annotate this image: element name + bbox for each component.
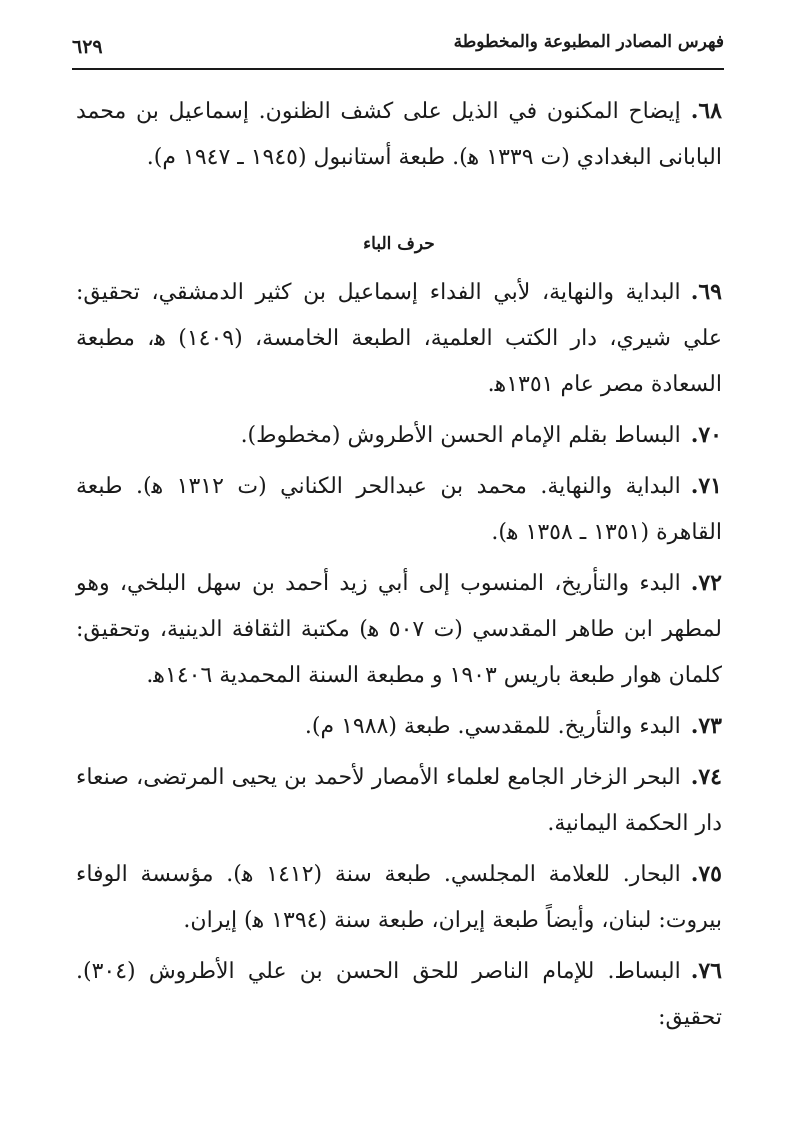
entry-text: البدء والتأريخ، المنسوب إلى أبي زيد أحمد بن سهل البلخي، وهو لمطهر ابن طاهر المقدسي (ت ٥٠٧ ﻫ) مكتبة الثقافة الدينية، وتحقيق: كلمان هوار طبعة باريس ١٩٠٣ و مطبعة السنة المحمدية ١٤٠٦ﻫ. xyxy=(76,571,722,688)
entry-number: ٧٦. xyxy=(690,958,722,984)
entry-text: إيضاح المكنون في الذيل على كشف الظنون. إسماعيل بن محمد البابانى البغدادي (ت ١٣٣٩ ﻫ). طبعة أستانبول (١٩٤٥ ـ ١٩٤٧ م). xyxy=(76,99,722,170)
page-header xyxy=(72,32,724,72)
header-rule xyxy=(72,68,724,70)
entry-text: البحار. للعلامة المجلسي. طبعة سنة (١٤١٢ ﻫ). مؤسسة الوفاء بيروت: لبنان، وأيضاً طبعة إيران، طبعة سنة (١٣٩٤ ﻫ) إيران. xyxy=(76,862,722,933)
entry-number: ٧٤. xyxy=(690,764,722,790)
entry-number: ٧٥. xyxy=(690,861,722,887)
entry-text: البدء والتأريخ. للمقدسي. طبعة (١٩٨٨ م). xyxy=(304,714,681,739)
entry-text: البداية والنهاية. محمد بن عبدالحر الكناني (ت ١٣١٢ ﻫ). طبعة القاهرة (١٣٥١ ـ ١٣٥٨ ﻫ). xyxy=(76,474,722,545)
entry-68 xyxy=(76,88,722,181)
entry-number: ٧٠. xyxy=(690,422,722,448)
entry-76 xyxy=(76,948,722,1041)
entry-number: ٧١. xyxy=(690,473,722,499)
entry-72 xyxy=(76,560,722,699)
entry-number: ٦٩. xyxy=(690,279,722,305)
entry-number: ٦٨. xyxy=(690,98,722,124)
entry-69 xyxy=(76,269,722,408)
page-content xyxy=(76,88,722,1041)
entry-text: البساط بقلم الإمام الحسن الأطروش (مخطوط). xyxy=(240,423,681,448)
entry-text: البحر الزخار الجامع لعلماء الأمصار لأحمد بن يحيى المرتضى، صنعاء دار الحكمة اليمانية. xyxy=(76,765,722,836)
entry-number: ٧٢. xyxy=(690,570,722,596)
entry-70 xyxy=(76,412,722,459)
entry-number: ٧٣. xyxy=(690,713,722,739)
entry-text: البساط. للإمام الناصر للحق الحسن بن علي الأطروش (٣٠٤). تحقيق: xyxy=(76,959,722,1030)
entry-75 xyxy=(76,851,722,944)
entry-text: البداية والنهاية، لأبي الفداء إسماعيل بن كثير الدمشقي، تحقيق: علي شيري، دار الكتب العلمية، الطبعة الخامسة، (١٤٠٩) ﻫ، مطبعة السعادة مصر عام ١٣٥١ﻫ. xyxy=(76,280,723,397)
section-title: حرف الباء xyxy=(363,234,435,254)
page-number: ٦٢٩ xyxy=(72,36,103,58)
entry-74 xyxy=(76,754,722,847)
entry-71 xyxy=(76,463,722,556)
running-title: فهرس المصادر المطبوعة والمخطوطة xyxy=(453,32,724,52)
entry-73 xyxy=(76,703,722,750)
